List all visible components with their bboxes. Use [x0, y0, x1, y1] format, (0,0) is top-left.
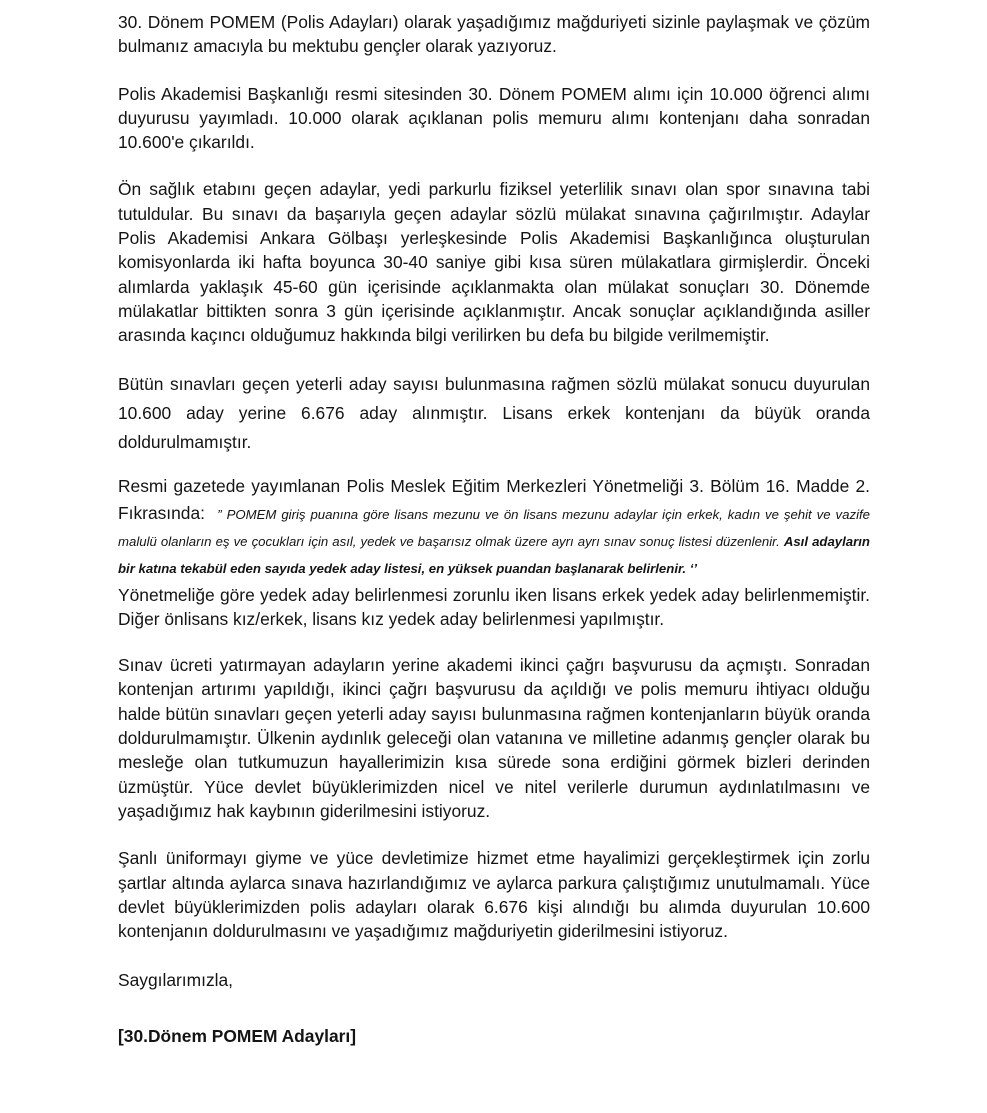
regulation-quote-text: ” POMEM giriş puanına göre lisans mezunu ve ön lisans mezunu adaylar için erkek, kadın ve şehit ve vazife malulü olanların eş ve çocukları için asıl, yedek ve başarısız olmak üzere ayrı ayrı sınav sonuç listesi düzenlenir. — [118, 506, 870, 549]
regulation-quote-bold: Asıl adayların bir katına tekabül eden sayıda yedek aday listesi, en yüksek puandan başlanarak belirlenir. ‘’ — [118, 533, 870, 576]
paragraph-intro: 30. Dönem POMEM (Polis Adayları) olarak yaşadığımız mağduriyeti sizinle paylaşmak ve çözüm bulmanız amacıyla bu mektubu gençler olarak yazıyoruz. — [118, 12, 870, 57]
paragraph-request: Şanlı üniformayı giyme ve yüce devletimize hizmet etme hayalimizi gerçekleştirmek için zorlu şartlar altında aylarca sınava hazırlandığımız ve aylarca parkura çalıştığımız unutulmamalı. Yüce devlet büyüklerimizden polis adayları olarak 6.676 kişi alındığı bu alımda duyurulan 10.600 kontenjanın doldurulmasını ve yaşadığımız mağduriyetin giderilmesini istiyoruz. — [118, 848, 870, 942]
regulation-quote — [118, 507, 870, 576]
letter-page — [118, 10, 870, 1048]
regulation-intro: Resmi gazetede yayımlanan Polis Meslek Eğitim Merkezleri Yönetmeliği 3. Bölüm 16. Madde 2. Fıkrasında: — [118, 475, 870, 523]
signature: [30.Dönem POMEM Adayları] — [118, 1026, 357, 1047]
paragraph-exam-process: Ön sağlık etabını geçen adaylar, yedi parkurlu fiziksel yeterlilik sınavı olan spor sınavına tabi tutuldular. Bu sınavı da başarıyla geçen adaylar sözlü mülakat sınavına çağırılmıştır. Adaylar Polis Akademisi Ankara Gölbaşı yerleşkesinde Polis Akademisi Başkanlığınca oluşturulan komisyonlarda iki hafta boyunca 30-40 saniye gibi kısa süren mülakatlara girmişlerdir. Önceki alımlarda yaklaşık 45-60 gün içerisinde açıklanmakta olan mülakat sonuçları 30. Dönemde mülakatlar bittikten sonra 3 gün içerisinde açıklanmıştır. Ancak sonuçlar açıklandığında asiller arasında kaçıncı olduğumuz hakkında bilgi verilirken bu defa bu bilgide verilmemiştir. — [118, 179, 870, 346]
closing-salutation: Saygılarımızla, — [118, 970, 234, 991]
paragraph-regulation — [118, 473, 870, 581]
paragraph-quota: Bütün sınavları geçen yeterli aday sayısı bulunmasına rağmen sözlü mülakat sonucu duyurulan 10.600 aday yerine 6.676 aday alınmıştır. Lisans erkek kontenjanı da büyük oranda doldurulmamıştır. — [118, 373, 870, 452]
paragraph-announcement: Polis Akademisi Başkanlığı resmi sitesinden 30. Dönem POMEM alımı için 10.000 öğrenci alımı duyurusu yayımladı. 10.000 olarak açıklanan polis memuru alımı kontenjanı daha sonradan 10.600'e çıkarıldı. — [118, 83, 870, 153]
paragraph-reserve: Yönetmeliğe göre yedek aday belirlenmesi zorunlu iken lisans erkek yedek aday belirlenmemiştir. Diğer önlisans kız/erkek, lisans kız yedek aday belirlenmesi yapılmıştır. — [118, 584, 870, 629]
paragraph-second-call: Sınav ücreti yatırmayan adayların yerine akademi ikinci çağrı başvurusu da açmıştı. Sonradan kontenjan artırımı yapıldığı, ikinci çağrı başvurusu da açıldığı ve polis memuru ihtiyacı olduğu halde bütün sınavları geçen yeterli aday sayısı bulunmasına rağmen kontenjanların büyük oranda doldurulmamıştır. Ülkenin aydınlık geleceği olan vatanına ve milletine adanmış gençler olarak bu mesleğe olan tutkumuzun hayallerimizin kısa sürede sona erdiğini görmek bizleri derinden üzmüştür. Yüce devlet büyüklerimizden nicel ve nitel verilerle durumun aydınlatılmasını ve yaşadığımız hak kaybının giderilmesini istiyoruz. — [118, 655, 870, 821]
